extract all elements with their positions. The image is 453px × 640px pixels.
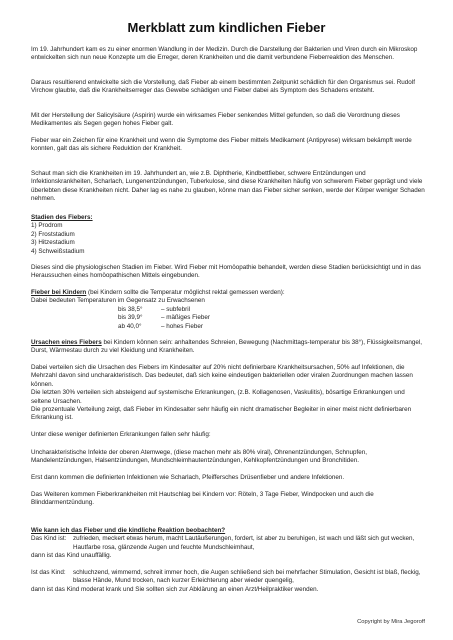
temperature-row (31, 306, 425, 314)
paragraph-physiological (31, 264, 425, 281)
paragraph-text: Im 19. Jahrhundert kam es zu einer enormen Wandlung in der Medizin. Durch die Darstellung der Bakterien und Viren durch ein Mikroskop entwickelten sich nun neue Konzepte um die Erreger, deren Krankheiten und die damit verbundene Fieberreaktion des Menschen. (31, 46, 418, 62)
paragraph-text: Fieber war ein Zeichen für eine Krankheit und wenn die Symptome des Fieber mittels Medikament (Antipyrese) wirksam bekämpft werde konnten, galt das als sichere Reduktion der Krankheit. (31, 137, 412, 153)
fever-children-line2: Dabei bedeuten Temperaturen im Gegensatz zu Erwachsenen (31, 297, 205, 305)
paragraph-text: Dieses sind die physiologischen Stadien im Fieber. Wird Fieber mit Homöopathie behandelt, werden diese Stadien berücksichtigt und in das Heraussuchen eines homöopathischen Mittels eingebunden. (31, 264, 421, 280)
paragraph-text: Unter diese weniger definierten Erkrankungen fallen sehr häufig: (31, 431, 211, 438)
paragraph-less-defined (31, 431, 425, 439)
fever-children-intro (31, 289, 425, 297)
fever-children-label: Fieber bei Kindern (31, 289, 87, 296)
case-text: zufrieden, meckert etwas herum, macht Lautäußerungen, fordert, ist aber zu beruhigen, ist wach und läßt sich gut wecken, Hautfarbe rosa, glänzende Augen und feuchte Mundschleimhaut, (73, 535, 415, 551)
paragraph-text: Die prozentuale Verteilung zeigt, daß Fieber im Kindesalter sehr häufig ein nicht dramatischer Begleiter in einer meist nicht definierbaren Erkrankung ist. (31, 406, 412, 422)
paragraph-skin-rash (31, 491, 425, 508)
fever-children-text: (bei Kindern sollte die Temperatur möglichst rektal gemessen werden): (86, 289, 285, 296)
stage-item: 1) Prodrom (31, 222, 63, 230)
causes-label: Ursachen eines Fiebers (31, 339, 102, 346)
case-conclusion: dann ist das Kind moderat krank und Sie sollten sich zur Abklärung an einen Arzt/Heilpraktiker wenden. (31, 585, 319, 593)
stages-heading: Stadien des Fiebers: (31, 214, 93, 221)
case-text: schluchzend, wimmernd, schreit immer hoch, die Augen schließend sich bei mehrfacher Stimulation, Gesicht ist blaß, fleckig, blasse Hände, Mund trocken, nach kurzer Erleichterung aber wieder quengelig, (73, 569, 421, 585)
paragraph-text: Uncharakteristische Infekte der oberen Atemwege, (diese machen mehr als 80% viral), Ohrenentzündungen, Schnupfen, Mandelentzündungen, Halsentzündungen, Mundschleimhautentzündungen, Kehlkopfentzündungen und Bronchitiden. (31, 449, 368, 465)
fever-causes (31, 339, 425, 356)
temperature-row (31, 314, 425, 322)
causes-text-line (31, 339, 425, 356)
case-conclusion: dann ist das Kind unauffällig. (31, 552, 112, 560)
temperature-value: ab 40,0° (118, 322, 142, 330)
paragraph-aspirin (31, 112, 425, 129)
fever-children-section (31, 289, 425, 331)
temperature-value: bis 38,5° (118, 305, 143, 313)
paragraph-distribution (31, 364, 425, 406)
temperature-row (31, 323, 425, 331)
paragraph-antipyrese (31, 137, 425, 154)
observation-question: Wie kann ich das Fieber und die kindliche Reaktion beobachten? (31, 527, 226, 534)
paragraph-text: Schaut man sich die Krankheiten im 19. Jahrhundert an, wie z.B. Diphtherie, Kindbettfieber, schwere Entzündungen und Infektionskrankheiten, Scharlach, Lungenentzündungen, Tuberkulose, sind diese Krankheiten häufig von schwerem Fieber geprägt und viele überlebten diese Krankheiten nicht. Daher lag es nahe zu glauben, könne man das Fieber sicher senken, werde der Körper weniger Schaden nehmen. (31, 170, 425, 203)
temperature-description: – subfebril (161, 305, 191, 313)
case-label: Das Kind ist: (31, 535, 67, 543)
stage-item: 2) Froststadium (31, 230, 75, 238)
observation-case-1 (31, 535, 425, 552)
paragraph-percentage (31, 406, 425, 423)
paragraph-intro (31, 46, 425, 63)
paragraph-text: Die letzten 30% verteilen sich absteigend auf systemische Erkrankungen, (z.B. Kollagenosen, Vaskulitis), bösartige Erkrankungen und seltene Ursachen. (31, 389, 405, 405)
copyright-notice: Copyright by Mira Jegoroff (357, 619, 425, 625)
observation-section (31, 527, 425, 594)
paragraph-infections-list (31, 449, 425, 466)
paragraph-text: Mit der Herstellung der Salicylsäure (Aspirin) wurde ein wirksames Fieber senkendes Mittel gefunden, so daß die Verordnung dieses Medikamentes als Segen gegen hohes Fieber galt. (31, 112, 400, 128)
causes-text: bei Kindern können sein: anhaltendes Schreien, Bewegung (Nachmittags-temperatur bis 38°), Flüssigkeitsmangel, Durst, Wärmestau durch zu viel Kleidung und Krankheiten. (31, 339, 423, 355)
stage-item: 4) Schweißstadium (31, 247, 85, 255)
case-label: Ist das Kind: (31, 569, 66, 577)
paragraph-defined-infections (31, 474, 425, 482)
temperature-description: – mäßiges Fieber (161, 314, 210, 322)
paragraph-text: Daraus resultierend entwickelte sich die Vorstellung, daß Fieber ab einem bestimmten Zeitpunkt schädlich für den Organismus sei. Rudolf Virchow glaubte, daß die Krankheitserreger das Gewebe schädigen und Fieber dabei als Symptom des Schadens entsteht. (31, 79, 415, 95)
paragraph-text: Dabei verteilen sich die Ursachen des Fiebers im Kindesalter auf 20% nicht definierbare Krankheitsursachen, 50% auf Infektionen, die Mehrzahl davon sind uncharakteristisch. Das bedeutet, daß sich keine eindeutigen bakteriellen oder viralen Zuordnungen machen lassen können. (31, 364, 413, 388)
page-title: Merkblatt zum kindlichen Fieber (127, 20, 326, 35)
fever-stages (31, 214, 425, 256)
paragraph-19th-century (31, 170, 425, 204)
paragraph-text: Erst dann kommen die definierten Infektionen wie Scharlach, Pfeiffersches Drüsenfieber und andere Infektionen. (31, 474, 345, 481)
observation-case-2 (31, 569, 425, 586)
temperature-value: bis 39,9° (118, 314, 143, 322)
paragraph-text: Das Weiteren kommen Fieberkrankheiten mit Hautschlag bei Kindern vor: Röteln, 3 Tage Fieber, Windpocken und auch die Blinddarmentzündung. (31, 491, 374, 507)
stage-item: 3) Hitzestadium (31, 239, 75, 247)
temperature-description: – hohes Fieber (161, 322, 204, 330)
paragraph-virchow (31, 79, 425, 96)
